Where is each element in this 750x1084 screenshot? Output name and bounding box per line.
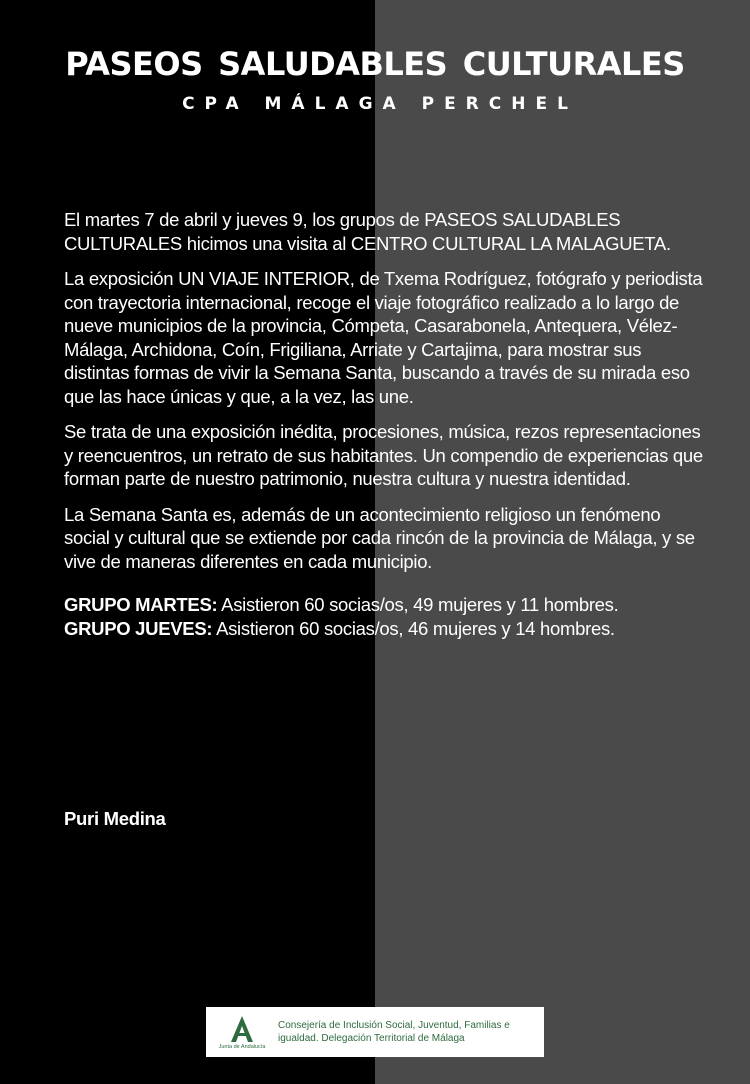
paragraph-intro: El martes 7 de abril y jueves 9, los grupos de PASEOS SALUDABLES CULTURALES hicimos una visita al CENTRO CULTURAL LA MALAGUETA. xyxy=(64,209,671,254)
attendance-tuesday xyxy=(64,593,704,617)
author-signature: Puri Medina xyxy=(64,808,166,829)
logo-emblem xyxy=(206,1007,278,1057)
junta-andalucia-logo xyxy=(206,1007,544,1057)
group-label: GRUPO JUEVES: xyxy=(64,617,213,639)
article-body xyxy=(64,208,704,640)
logo-caption: Junta de Andalucía xyxy=(218,1043,266,1050)
paragraph-description: Se trata de una exposición inédita, procesiones, música, rezos representaciones y reencuentros, un retrato de sus habitantes. Un compendio de experiencias que forman parte de nuestro patrimonio, nuestra cultura y nuestra identidad. xyxy=(64,421,703,489)
group-label: GRUPO MARTES: xyxy=(64,594,218,615)
logo-line-1: Consejería de Inclusión Social, Juventud, Familias e xyxy=(278,1020,510,1031)
attendance-list xyxy=(64,593,704,640)
logo-text xyxy=(278,1019,510,1045)
attendance-thursday xyxy=(64,617,704,641)
paragraph-semana-santa: La Semana Santa es, además de un acontecimiento religioso un fenómeno social y cultural que se extiende por cada rincón de la provincia de Málaga, y se vive de maneras diferentes en cada municipio. xyxy=(64,503,695,572)
group-text: Asistieron 60 socias/os, 46 mujeres y 14 hombres. xyxy=(212,617,615,639)
junta-emblem-icon xyxy=(229,1015,255,1043)
group-text: Asistieron 60 socias/os, 49 mujeres y 11 hombres. xyxy=(217,594,619,615)
paragraph-exhibition: La exposición UN VIAJE INTERIOR, de Txema Rodríguez, fotógrafo y periodista con trayectoria internacional, recoge el viaje fotográfico realizado a lo largo de nueve municipios de la provincia, Cómpeta, Casarabonela, Antequera, Vélez-Málaga, Archidona, Coín, Frigiliana, Arriate y Cartajima, para mostrar sus distintas formas de vivir la Semana Santa, buscando a través de su mirada eso que las hace únicas y que, a la vez, las une. xyxy=(64,268,703,407)
logo-line-2: igualdad. Delegación Territorial de Málaga xyxy=(278,1033,465,1044)
page-title: paseos saludables culturales xyxy=(65,32,685,86)
header xyxy=(0,30,750,114)
page-subtitle: CPA MÁLAGA PERCHEL xyxy=(182,94,578,114)
